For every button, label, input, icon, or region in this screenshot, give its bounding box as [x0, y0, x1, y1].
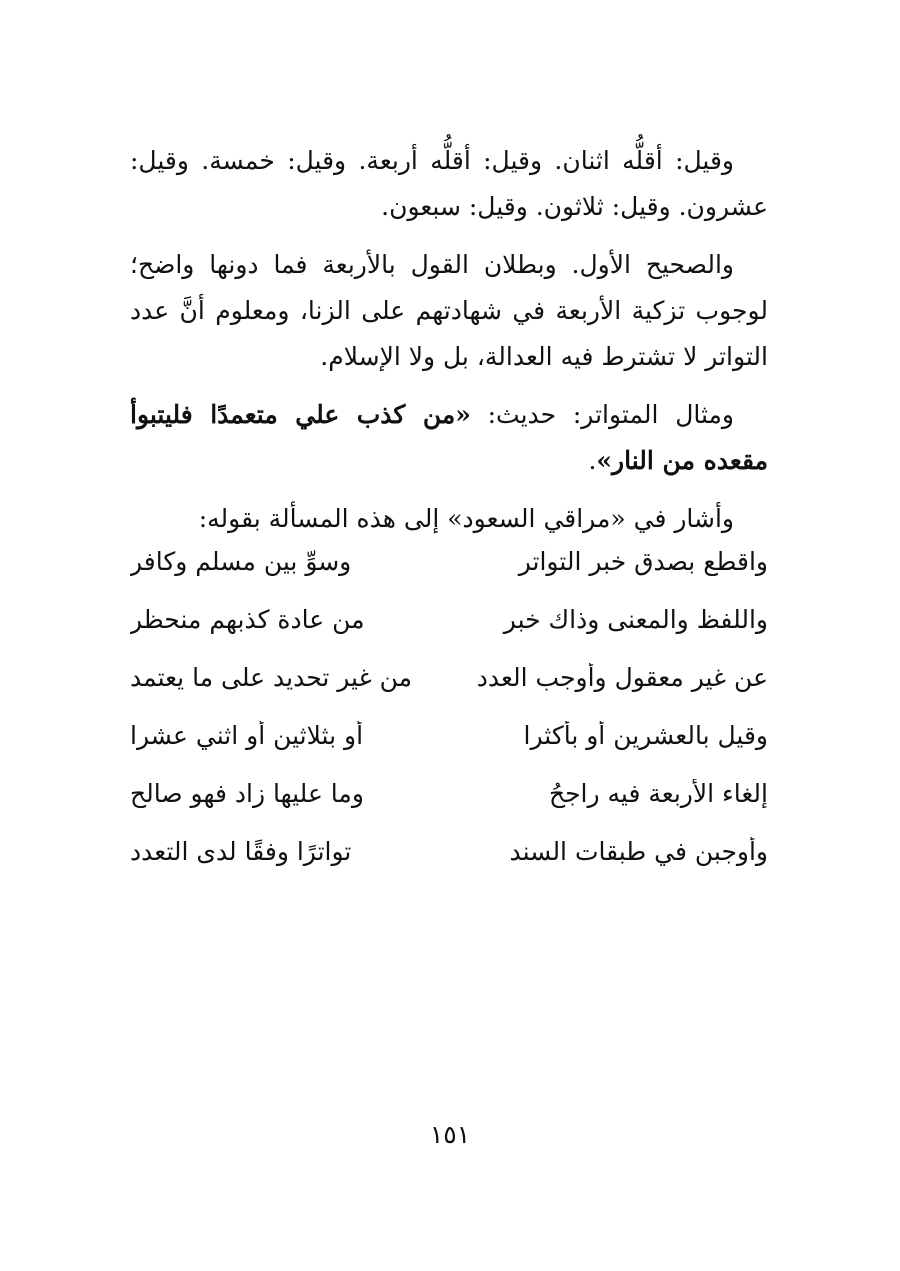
verse-second-hemistich: تواترًا وفقًا لدى التعدد	[130, 836, 352, 866]
verse-first-hemistich: وقيل بالعشرين أو بأكثرا	[523, 720, 768, 750]
page-number: ١٥١	[429, 1120, 471, 1149]
verse-line	[130, 590, 768, 648]
paragraph-1-text: وقيل: أقلُّه اثنان. وقيل: أقلُّه أربعة. وقيل: خمسة. وقيل: عشرون. وقيل: ثلاثون. وقيل: سبعون.	[130, 146, 768, 221]
verse-line	[130, 764, 768, 822]
verse-line	[130, 648, 768, 706]
verse-first-hemistich: واللفظ والمعنى وذاك خبر	[503, 604, 768, 634]
main-text	[130, 138, 768, 554]
paragraph-2	[130, 242, 768, 380]
paragraph-4-text: وأشار في «مراقي السعود» إلى هذه المسألة بقوله:	[198, 504, 734, 533]
verse-second-hemistich: وما عليها زاد فهو صالح	[130, 778, 364, 808]
verse-line	[130, 532, 768, 590]
verse-second-hemistich: وسوِّ بين مسلم وكافر	[130, 546, 352, 576]
verse-first-hemistich: واقطع بصدق خبر التواتر	[518, 546, 768, 576]
verse-second-hemistich: أو بثلاثين أو اثني عشرا	[130, 720, 364, 750]
paragraph-3	[130, 392, 768, 484]
verse-second-hemistich: من عادة كذبهم منحظر	[130, 604, 365, 634]
paragraph-3-suffix: .	[588, 446, 597, 475]
verse-second-hemistich: من غير تحديد على ما يعتمد	[130, 662, 413, 692]
paragraph-3-prefix: ومثال المتواتر: حديث:	[470, 400, 734, 429]
verse-line	[130, 706, 768, 764]
paragraph-1	[130, 138, 768, 230]
verse-first-hemistich: وأوجبن في طبقات السند	[509, 836, 768, 866]
verse-line	[130, 822, 768, 880]
hadith-quote: «من كذب علي متعمدًا فليتبوأ مقعده من النار»	[130, 400, 768, 475]
poem	[130, 532, 768, 880]
verse-first-hemistich: إلغاء الأربعة فيه راجحُ	[548, 778, 768, 808]
verse-first-hemistich: عن غير معقول وأوجب العدد	[476, 662, 768, 692]
paragraph-2-text: والصحيح الأول. وبطلان القول بالأربعة فما دونها واضح؛ لوجوب تزكية الأربعة في شهادتهم على الزنا، ومعلوم أنَّ عدد التواتر لا تشترط فيه العدالة، بل ولا الإسلام.	[130, 250, 768, 371]
